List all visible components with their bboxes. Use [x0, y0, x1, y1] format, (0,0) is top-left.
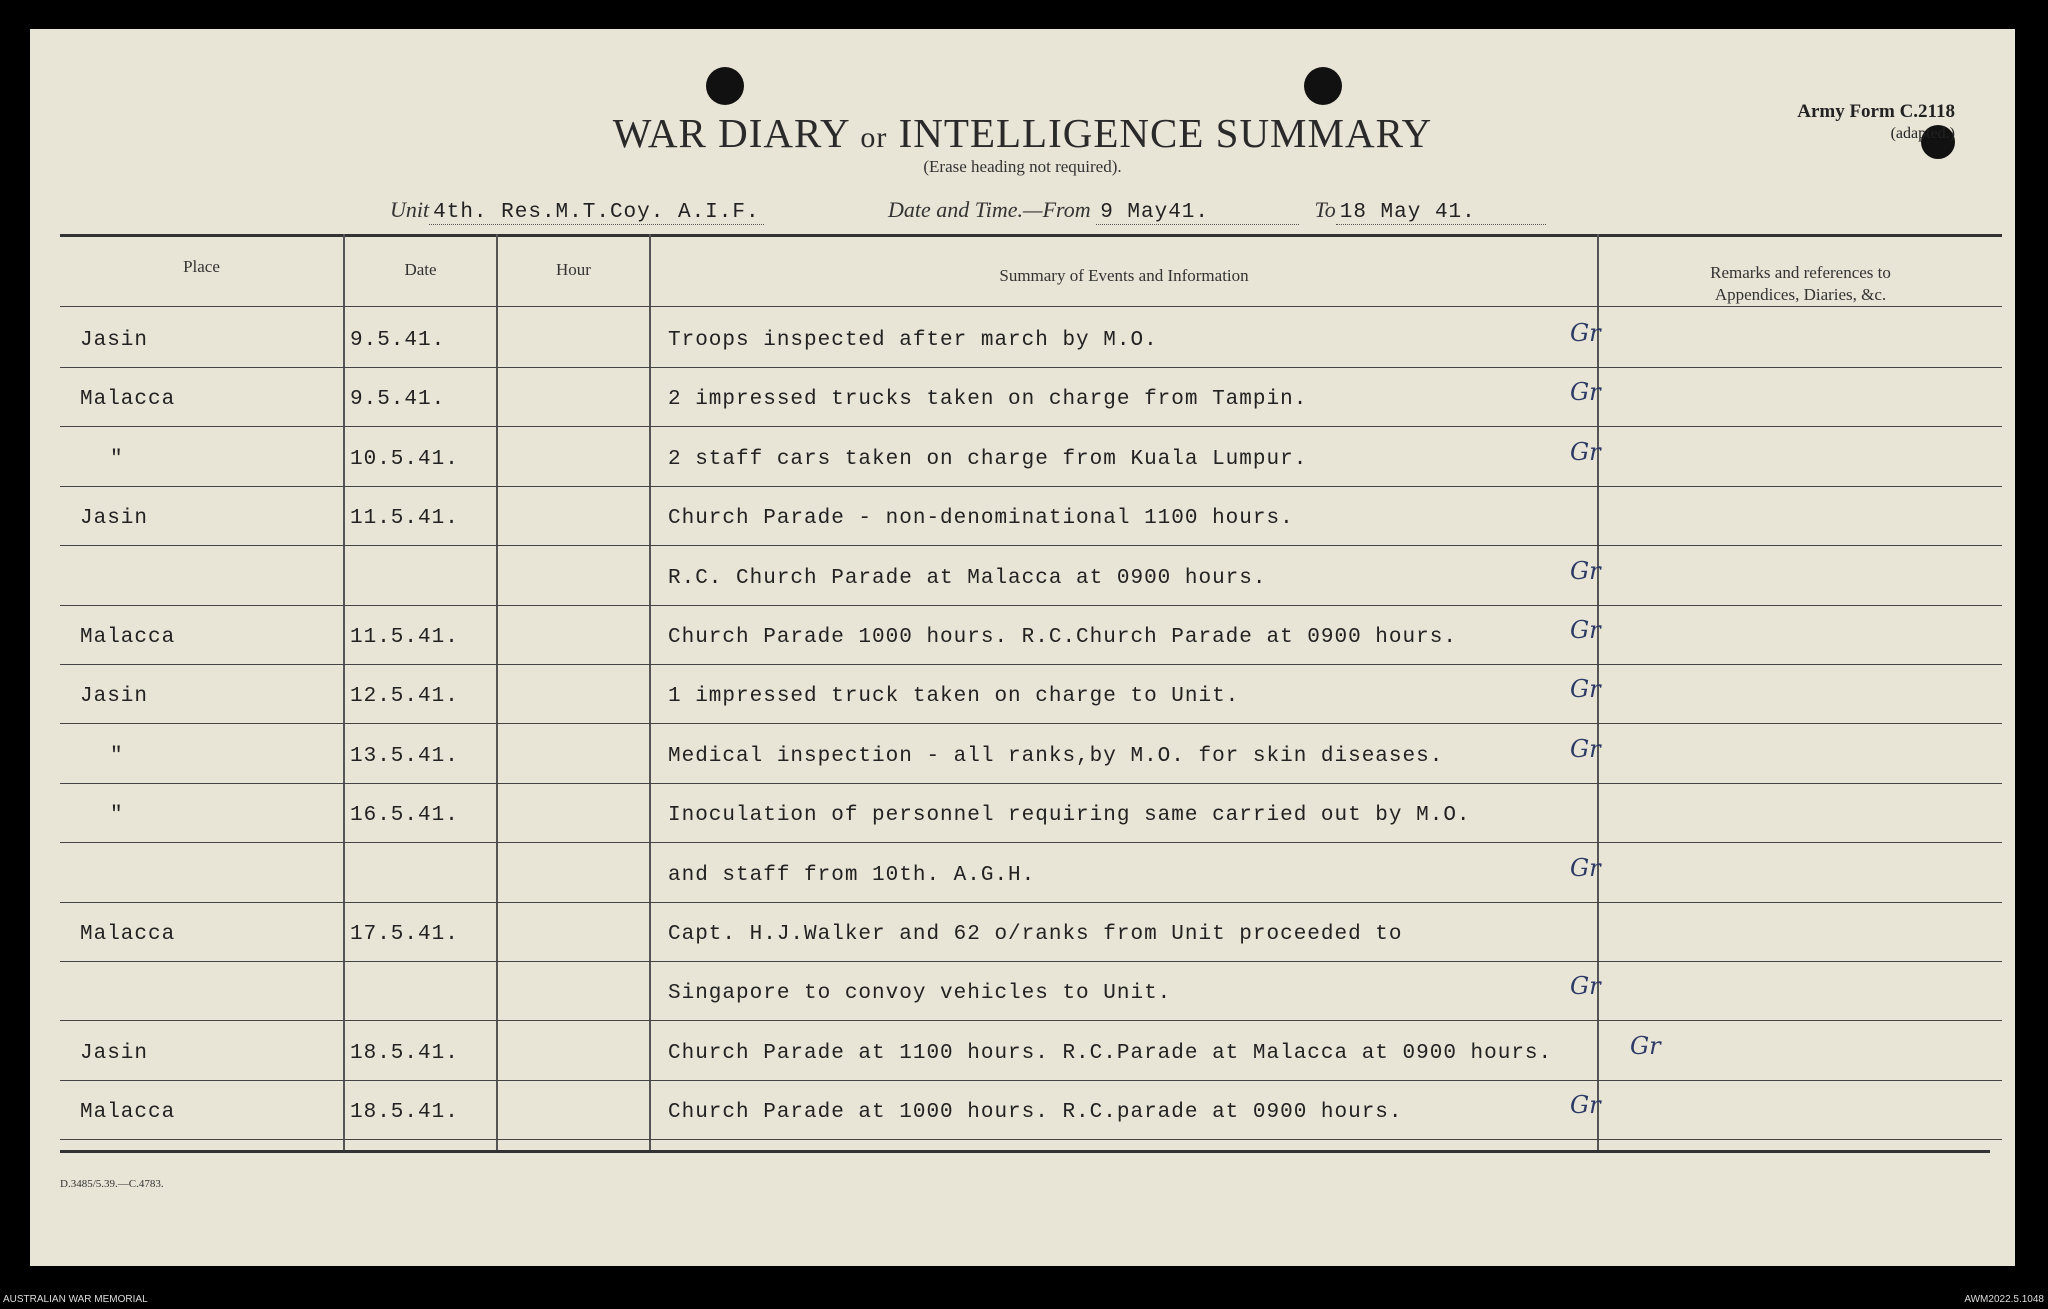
handwritten-initials: Gr [1570, 1091, 1601, 1120]
date-cell: 10.5.41. [350, 447, 459, 471]
date-cell: 12.5.41. [350, 685, 459, 709]
summary-cell: 1 impressed truck taken on charge to Unit. [668, 685, 1240, 709]
place-cell: Malacca [80, 923, 176, 946]
place-cell: Malacca [80, 1101, 176, 1125]
diary-sheet [30, 29, 2015, 1266]
col-divider-1 [343, 234, 345, 1150]
summary-cell: and staff from 10th. A.G.H. [668, 863, 1036, 887]
col-header-summary: Summary of Events and Information [999, 266, 1249, 285]
row-rule [60, 664, 2002, 665]
summary-cell: Church Parade at 1000 hours. R.C.parade at 0900 hours. [668, 1101, 1403, 1125]
archive-id: AWM2022.5.1048 [1964, 1294, 2044, 1305]
date-cell: 9.5.41. [350, 329, 446, 352]
header-rule [60, 306, 2002, 307]
row-rule [60, 426, 2002, 427]
punch-hole-right [1304, 67, 1342, 105]
summary-cell: 2 impressed trucks taken on charge from Tampin. [668, 388, 1308, 412]
table-bottom-rule [60, 1150, 1990, 1153]
date-from-value: 9 May41. [1096, 201, 1299, 225]
summary-cell: Church Parade at 1100 hours. R.C.Parade at Malacca at 0900 hours. [668, 1041, 1553, 1065]
summary-cell: 2 staff cars taken on charge from Kuala Lumpur. [668, 447, 1308, 471]
handwritten-initials: Gr [1570, 437, 1601, 466]
row-rule [60, 1080, 2002, 1081]
place-cell: Jasin [80, 685, 149, 709]
row-rule [60, 842, 2002, 843]
col-header-place: Place [183, 257, 220, 276]
place-cell: " [110, 804, 124, 828]
row-rule [60, 605, 2002, 606]
handwritten-initials: Gr [1570, 556, 1601, 585]
handwritten-initials: Gr [1570, 734, 1601, 763]
row-rule [60, 902, 2002, 903]
date-cell: 18.5.41. [350, 1101, 459, 1125]
archive-label: AUSTRALIAN WAR MEMORIAL [3, 1294, 148, 1305]
handwritten-initials: Gr [1570, 853, 1601, 882]
subtitle: (Erase heading not required). [923, 157, 1122, 176]
col-header-remarks: Remarks and references to Appendices, Diaries, &c. [1710, 263, 1891, 304]
row-rule [60, 961, 2002, 962]
date-cell: 13.5.41. [350, 744, 459, 768]
place-cell: Jasin [80, 507, 149, 531]
date-cell: 11.5.41. [350, 626, 459, 649]
army-form-id: Army Form C.2118 (adapted.) [1797, 101, 1955, 142]
print-code: D.3485/5.39.—C.4783. [60, 1178, 164, 1190]
handwritten-initials: Gr [1570, 319, 1601, 347]
date-cell: 18.5.41. [350, 1041, 459, 1065]
handwritten-initials: Gr [1570, 675, 1601, 704]
date-cell: 11.5.41. [350, 507, 459, 531]
row-rule [60, 783, 2002, 784]
place-cell: Malacca [80, 388, 176, 412]
place-cell: " [110, 744, 124, 768]
place-cell: " [110, 447, 124, 471]
summary-cell: Troops inspected after march by M.O. [668, 329, 1158, 352]
summary-cell: Inoculation of personnel requiring same carried out by M.O. [668, 804, 1471, 828]
summary-cell: Singapore to convoy vehicles to Unit. [668, 982, 1172, 1006]
page-title: WAR DIARY or INTELLIGENCE SUMMARY [612, 110, 1433, 156]
handwritten-initials: Gr [1570, 378, 1601, 407]
place-cell: Malacca [80, 626, 176, 649]
handwritten-initials: Gr [1570, 616, 1601, 644]
date-cell: 16.5.41. [350, 804, 459, 828]
handwritten-initials: Gr [1630, 1031, 1661, 1060]
handwritten-initials: Gr [1570, 972, 1601, 1001]
summary-cell: R.C. Church Parade at Malacca at 0900 hours. [668, 566, 1267, 590]
place-cell: Jasin [80, 329, 149, 352]
row-rule [60, 367, 2002, 368]
row-rule [60, 1139, 2002, 1140]
unit-value: 4th. Res.M.T.Coy. A.I.F. [429, 201, 763, 225]
summary-cell: Church Parade - non-denominational 1100 hours. [668, 507, 1294, 531]
row-rule [60, 723, 2002, 724]
col-divider-2 [496, 234, 498, 1150]
unit-line: Unit 4th. Res.M.T.Coy. A.I.F. [390, 197, 764, 229]
col-divider-3 [649, 234, 651, 1150]
table-top-rule [60, 234, 2002, 237]
row-rule [60, 486, 2002, 487]
summary-cell: Medical inspection - all ranks,by M.O. for skin diseases. [668, 744, 1444, 768]
row-rule [60, 1020, 2002, 1021]
date-to-value: 18 May 41. [1336, 201, 1546, 225]
summary-cell: Church Parade 1000 hours. R.C.Church Parade at 0900 hours. [668, 626, 1457, 649]
col-header-hour: Hour [556, 260, 591, 279]
date-cell: 17.5.41. [350, 923, 459, 946]
row-rule [60, 545, 2002, 546]
place-cell: Jasin [80, 1041, 149, 1065]
summary-cell: Capt. H.J.Walker and 62 o/ranks from Unit proceeded to [668, 923, 1403, 946]
date-cell: 9.5.41. [350, 388, 446, 412]
punch-hole-left [706, 67, 744, 105]
date-line: Date and Time.—From 9 May41. To 18 May 41. [888, 197, 1546, 229]
col-header-date: Date [404, 260, 437, 279]
